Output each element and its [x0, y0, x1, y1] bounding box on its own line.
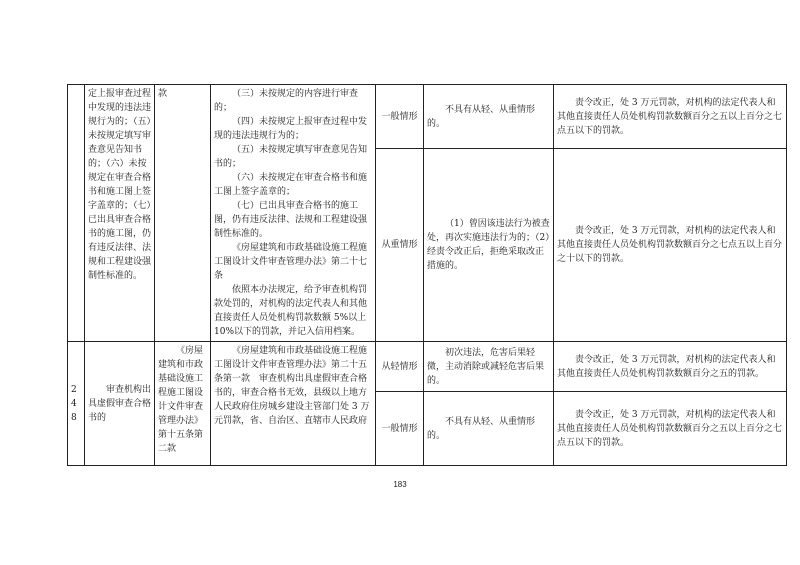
penalty-cell: 责令改正，处 3 万元罚款，对机构的法定代表人和其他直接责任人员处机构罚款数额百分之七点五以上百分之十以下的罚款。	[554, 149, 787, 342]
table-row	[68, 85, 787, 149]
table-row	[68, 342, 787, 392]
row-number-cell: 248	[68, 342, 85, 466]
circumstance-cell: 从重情形	[376, 149, 424, 342]
penalty-cell: 责令改正，处 3 万元罚款，对机构的法定代表人和其他直接责任人员处机构罚款数额百分之五以上百分之七点五以下的罚款。	[554, 85, 787, 149]
condition-cell: 不具有从轻、从重情形的。	[424, 85, 554, 149]
row-number-cell	[68, 85, 85, 342]
violation-fact-cell: 审查机构出具虚假审查合格书的	[85, 342, 155, 466]
condition-cell: 初次违法，危害后果轻微，主动消除或减轻危害后果的。	[424, 342, 554, 392]
condition-cell: （1）曾因该违法行为被查处，再次实施违法行为的；（2）经责令改正后，拒绝采取改正措施的。	[424, 149, 554, 342]
violation-fact-cell: 定上报审查过程中发现的违法违规行为的；（五）未按规定填写审查意见告知书的；（六）未按规定在审查合格书和施工图上签字盖章的；（七）已出具审查合格书的施工图，仍有违反法律、法规和工程建设强制性标准的。	[85, 85, 155, 342]
penalty-standard-table	[67, 84, 787, 466]
condition-cell: 不具有从轻、从重情形的。	[424, 392, 554, 466]
circumstance-cell: 一般情形	[376, 85, 424, 149]
penalty-basis-cell: 《房屋建筑和市政基础设施工程施工图设计文件审查管理办法》第二十五条第一款 审查机构出具虚假审查合格书的，审查合格书无效，县级以上地方人民政府住房城乡建设主管部门处 3 万元罚款，省、自治区、直辖市人民政府	[211, 342, 376, 466]
penalty-basis-cell: （三）未按规定的内容进行审查的； （四）未按规定上报审查过程中发现的违法违规行为的； （五）未按规定填写审查意见告知书的； （六）未按规定在审查合格书和施工图上签字盖章的； （七）已出具审查合格书的施工图，仍有违反法律、法规和工程建设强制性标准的。 《房屋建筑和市政基础设施工程施工图设计文件审查管理办法》第二十七条 依照本办法规定，给予审查机构罚款处罚的，对机构的法定代表人和其他直接责任人员处机构罚款数额 5%以上 10%以下的罚款，并记入信用档案。	[211, 85, 376, 342]
legal-basis-cell: 《房屋建筑和市政基础设施工程施工图设计文件审查管理办法》第十五条第二款	[155, 342, 211, 466]
circumstance-cell: 一般情形	[376, 392, 424, 466]
penalty-cell: 责令改正，处 3 万元罚款，对机构的法定代表人和其他直接责任人员处机构罚款数额百分之五以上百分之七点五以下的罚款。	[554, 392, 787, 466]
legal-basis-cell: 款	[155, 85, 211, 342]
page-number: 183	[393, 480, 407, 489]
circumstance-cell: 从轻情形	[376, 342, 424, 392]
penalty-cell: 责令改正，处 3 万元罚款，对机构的法定代表人和其他直接责任人员处机构罚款数额百分之五的罚款。	[554, 342, 787, 392]
